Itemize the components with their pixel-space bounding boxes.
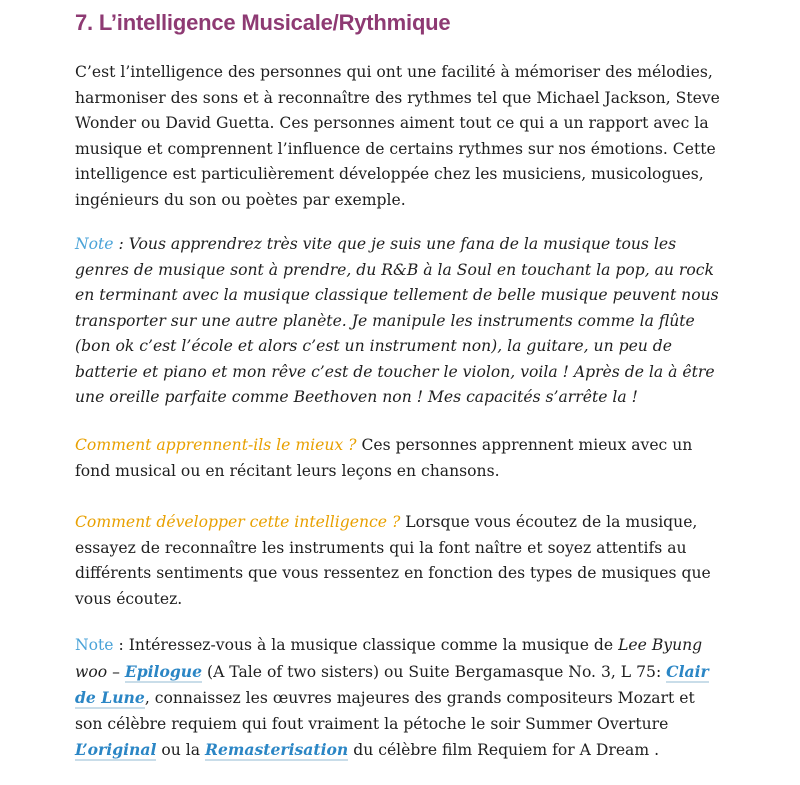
note-paragraph: [75, 232, 730, 411]
section-heading: 7. L’intelligence Musicale/Rythmique: [75, 10, 451, 35]
clair-de-lune-link[interactable]: Clair de Lune: [75, 661, 709, 707]
learning-question: Comment apprennent-ils le mieux ?: [75, 436, 357, 454]
note-text: : Vous apprendrez très vite que je suis une fana de la musique tous les genres de musique sont à prendre, du R&B à la Soul en touchant la pop, au rock en terminant avec la musique classique tellement de belle musique peuvent nous transporter sur une autre planète. Je manipule les instruments comme la flûte (bon ok c’est l’école et alors c’est un instrument non), la guitare, un peu de batterie et piano et mon rêve c’est de toucher le violon, voila ! Après de la à être une oreille parfaite comme Beethoven non ! Mes capacités s’arrête la !: [75, 235, 719, 406]
note2-text-b: –: [107, 662, 125, 681]
note2-text-a: : Intéressez-vous à la musique classique comme la musique de: [113, 636, 619, 654]
article-section: [75, 0, 725, 759]
develop-question: Comment développer cette intelligence ?: [75, 513, 401, 531]
develop-answer: Lorsque vous écoutez de la musique, essayez de reconnaître les instruments qui la font naître et soyez attentifs au différents sentiments que vous ressentez en fonction des types de musiques que vous écoutez.: [75, 513, 711, 608]
note2-text-e: ou la: [156, 741, 205, 759]
develop-paragraph: [75, 510, 725, 612]
epilogue-link[interactable]: Epilogue: [124, 661, 203, 681]
intro-paragraph: [75, 60, 725, 213]
intro-text: C’est l’intelligence des personnes qui ont une facilité à mémoriser des mélodies, harmoniser des sons et à reconnaître des rythmes tel que Michael Jackson, Steve Wonder ou David Guetta. Ces personnes aiment tout ce qui a un rapport avec la musique et comprennent l’influence de certains rythmes sur nos émotions. Cette intelligence est particulièrement développée chez les musiciens, musicologues, ingénieurs du son ou poètes par exemple.: [75, 63, 720, 209]
note-label: Note: [75, 235, 114, 253]
classical-note-paragraph: [75, 633, 725, 764]
learning-answer: Ces personnes apprennent mieux avec un fond musical ou en récitant leurs leçons en chansons.: [75, 436, 693, 480]
artist-name: Lee Byung woo: [75, 636, 703, 681]
note2-text-d: , connaissez les œuvres majeures des grands compositeurs Mozart et son célèbre requiem qui fout vraiment la pétoche le soir Summer Overture: [75, 689, 695, 733]
original-link[interactable]: L’original: [75, 740, 157, 759]
note2-label: Note: [75, 636, 114, 654]
note2-text-f: du célèbre film Requiem for A Dream .: [348, 741, 660, 759]
remasterisation-link[interactable]: Remasterisation: [204, 740, 349, 759]
note2-text-c: (A Tale of two sisters) ou Suite Bergamasque No. 3, L 75:: [202, 662, 667, 681]
learning-paragraph: [75, 433, 725, 484]
